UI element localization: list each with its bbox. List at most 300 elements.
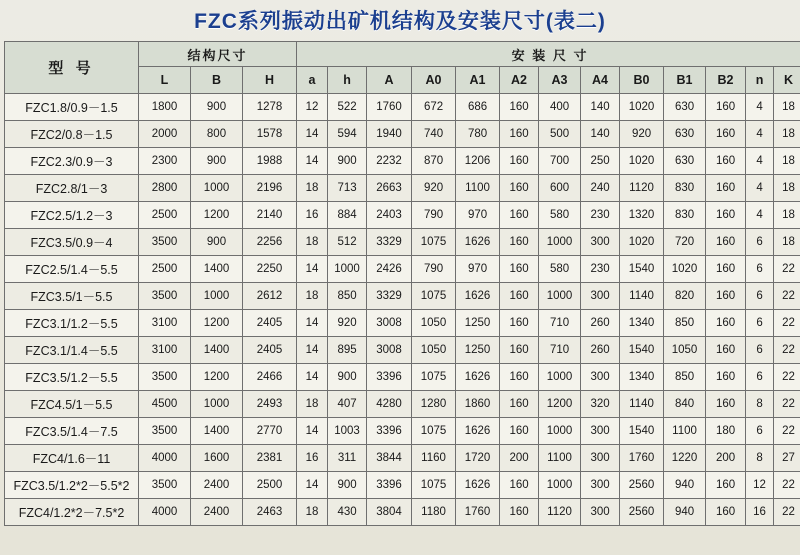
table-row <box>5 94 800 121</box>
cell-B0: 2560 <box>620 472 664 499</box>
table-body <box>5 94 800 526</box>
cell-B2: 160 <box>706 148 746 175</box>
column-header-A0: A0 <box>412 67 456 94</box>
cell-A0: 672 <box>412 94 456 121</box>
cell-B1: 630 <box>664 148 706 175</box>
cell-A1: 1860 <box>456 391 500 418</box>
cell-A2: 160 <box>500 391 539 418</box>
cell-A: 3804 <box>367 499 412 526</box>
cell-H: 2250 <box>243 256 297 283</box>
cell-A3: 710 <box>539 337 581 364</box>
specifications-table <box>4 41 800 526</box>
table-row <box>5 229 800 256</box>
cell-model: FZC4.5/1－5.5 <box>5 391 139 418</box>
cell-K: 22 <box>774 418 800 445</box>
cell-A0: 1160 <box>412 445 456 472</box>
cell-B: 900 <box>191 148 243 175</box>
cell-B: 2400 <box>191 472 243 499</box>
cell-n: 6 <box>746 418 774 445</box>
table-row <box>5 418 800 445</box>
cell-h: 430 <box>328 499 367 526</box>
cell-h: 594 <box>328 121 367 148</box>
cell-B1: 720 <box>664 229 706 256</box>
cell-A2: 160 <box>500 499 539 526</box>
cell-h: 713 <box>328 175 367 202</box>
cell-A2: 160 <box>500 472 539 499</box>
cell-L: 4000 <box>139 445 191 472</box>
cell-a: 16 <box>297 202 328 229</box>
column-header-a: a <box>297 67 328 94</box>
cell-A4: 300 <box>581 364 620 391</box>
cell-model: FZC3.5/1.2*2－5.5*2 <box>5 472 139 499</box>
cell-A3: 500 <box>539 121 581 148</box>
cell-L: 2800 <box>139 175 191 202</box>
cell-A3: 700 <box>539 148 581 175</box>
table-row <box>5 256 800 283</box>
cell-a: 12 <box>297 94 328 121</box>
cell-A2: 160 <box>500 202 539 229</box>
cell-model: FZC4/1.6－11 <box>5 445 139 472</box>
cell-K: 22 <box>774 472 800 499</box>
cell-K: 27 <box>774 445 800 472</box>
cell-A0: 790 <box>412 202 456 229</box>
cell-L: 3500 <box>139 364 191 391</box>
cell-L: 3500 <box>139 229 191 256</box>
cell-K: 22 <box>774 364 800 391</box>
cell-B: 1000 <box>191 391 243 418</box>
cell-h: 900 <box>328 364 367 391</box>
cell-B1: 1100 <box>664 418 706 445</box>
cell-H: 2770 <box>243 418 297 445</box>
cell-B2: 160 <box>706 364 746 391</box>
cell-B1: 940 <box>664 499 706 526</box>
cell-B1: 1220 <box>664 445 706 472</box>
cell-n: 8 <box>746 391 774 418</box>
cell-A0: 740 <box>412 121 456 148</box>
cell-A1: 1626 <box>456 472 500 499</box>
cell-A: 4280 <box>367 391 412 418</box>
cell-A3: 1120 <box>539 499 581 526</box>
cell-A: 3396 <box>367 364 412 391</box>
cell-B1: 830 <box>664 175 706 202</box>
cell-n: 4 <box>746 94 774 121</box>
cell-n: 12 <box>746 472 774 499</box>
cell-A0: 1280 <box>412 391 456 418</box>
cell-A1: 780 <box>456 121 500 148</box>
cell-model: FZC2.5/1.4－5.5 <box>5 256 139 283</box>
column-header-h: h <box>328 67 367 94</box>
cell-K: 18 <box>774 94 800 121</box>
cell-L: 3100 <box>139 337 191 364</box>
cell-A3: 1000 <box>539 472 581 499</box>
cell-B1: 630 <box>664 94 706 121</box>
cell-L: 2500 <box>139 256 191 283</box>
cell-B2: 160 <box>706 391 746 418</box>
cell-B2: 160 <box>706 337 746 364</box>
cell-A0: 1075 <box>412 472 456 499</box>
cell-a: 14 <box>297 472 328 499</box>
cell-model: FZC3.1/1.2－5.5 <box>5 310 139 337</box>
cell-A: 1940 <box>367 121 412 148</box>
column-header-A: A <box>367 67 412 94</box>
cell-K: 22 <box>774 499 800 526</box>
column-header-A3: A3 <box>539 67 581 94</box>
cell-A1: 1100 <box>456 175 500 202</box>
cell-B0: 1540 <box>620 337 664 364</box>
cell-A1: 1626 <box>456 364 500 391</box>
cell-H: 2256 <box>243 229 297 256</box>
cell-B: 900 <box>191 229 243 256</box>
table-row <box>5 499 800 526</box>
cell-a: 18 <box>297 391 328 418</box>
cell-K: 18 <box>774 175 800 202</box>
cell-A4: 250 <box>581 148 620 175</box>
cell-h: 920 <box>328 310 367 337</box>
cell-A: 3396 <box>367 472 412 499</box>
cell-A3: 580 <box>539 202 581 229</box>
table-row <box>5 310 800 337</box>
cell-A4: 140 <box>581 94 620 121</box>
cell-A0: 1180 <box>412 499 456 526</box>
cell-a: 18 <box>297 175 328 202</box>
cell-A: 2232 <box>367 148 412 175</box>
cell-H: 1578 <box>243 121 297 148</box>
cell-model: FZC3.1/1.4－5.5 <box>5 337 139 364</box>
cell-h: 522 <box>328 94 367 121</box>
cell-A1: 1626 <box>456 418 500 445</box>
cell-A4: 320 <box>581 391 620 418</box>
cell-A4: 260 <box>581 310 620 337</box>
table-row <box>5 337 800 364</box>
cell-A0: 1075 <box>412 364 456 391</box>
cell-K: 22 <box>774 391 800 418</box>
cell-B1: 940 <box>664 472 706 499</box>
cell-A4: 300 <box>581 472 620 499</box>
cell-B2: 200 <box>706 445 746 472</box>
cell-h: 900 <box>328 148 367 175</box>
cell-B2: 160 <box>706 499 746 526</box>
cell-B2: 160 <box>706 310 746 337</box>
cell-B: 900 <box>191 94 243 121</box>
cell-A: 2663 <box>367 175 412 202</box>
cell-a: 16 <box>297 445 328 472</box>
cell-H: 2140 <box>243 202 297 229</box>
cell-n: 4 <box>746 148 774 175</box>
cell-B0: 1340 <box>620 310 664 337</box>
cell-n: 6 <box>746 337 774 364</box>
cell-H: 2466 <box>243 364 297 391</box>
column-group-structure: 结构尺寸 <box>139 42 297 67</box>
cell-A2: 160 <box>500 229 539 256</box>
column-header-A4: A4 <box>581 67 620 94</box>
cell-B2: 160 <box>706 229 746 256</box>
cell-A1: 1626 <box>456 283 500 310</box>
cell-A: 1760 <box>367 94 412 121</box>
cell-B: 1400 <box>191 337 243 364</box>
cell-A: 3844 <box>367 445 412 472</box>
cell-K: 18 <box>774 148 800 175</box>
cell-A: 3396 <box>367 418 412 445</box>
cell-B2: 160 <box>706 202 746 229</box>
cell-K: 22 <box>774 283 800 310</box>
table-header <box>5 42 800 94</box>
cell-model: FZC4/1.2*2－7.5*2 <box>5 499 139 526</box>
cell-B: 1200 <box>191 310 243 337</box>
cell-A0: 1075 <box>412 229 456 256</box>
cell-K: 22 <box>774 337 800 364</box>
cell-B1: 840 <box>664 391 706 418</box>
table-row <box>5 202 800 229</box>
cell-n: 6 <box>746 229 774 256</box>
cell-B: 1000 <box>191 175 243 202</box>
cell-h: 900 <box>328 472 367 499</box>
cell-H: 2196 <box>243 175 297 202</box>
cell-A2: 160 <box>500 121 539 148</box>
table-group-header-row <box>5 42 800 67</box>
cell-L: 2500 <box>139 202 191 229</box>
cell-K: 18 <box>774 202 800 229</box>
cell-a: 14 <box>297 337 328 364</box>
cell-model: FZC2.8/1－3 <box>5 175 139 202</box>
cell-A1: 1626 <box>456 229 500 256</box>
cell-B0: 1540 <box>620 418 664 445</box>
cell-A0: 1075 <box>412 283 456 310</box>
cell-A2: 160 <box>500 175 539 202</box>
column-group-installation: 安 装 尺 寸 <box>297 42 800 67</box>
cell-B: 1200 <box>191 364 243 391</box>
cell-L: 4000 <box>139 499 191 526</box>
cell-B1: 1020 <box>664 256 706 283</box>
cell-a: 14 <box>297 148 328 175</box>
table-row <box>5 472 800 499</box>
cell-A2: 200 <box>500 445 539 472</box>
cell-A4: 300 <box>581 418 620 445</box>
cell-h: 895 <box>328 337 367 364</box>
cell-h: 884 <box>328 202 367 229</box>
cell-A4: 240 <box>581 175 620 202</box>
column-header-B2: B2 <box>706 67 746 94</box>
cell-A4: 260 <box>581 337 620 364</box>
cell-B: 1400 <box>191 256 243 283</box>
cell-A3: 1000 <box>539 364 581 391</box>
cell-B2: 160 <box>706 94 746 121</box>
cell-A3: 400 <box>539 94 581 121</box>
cell-B0: 1020 <box>620 148 664 175</box>
cell-H: 1278 <box>243 94 297 121</box>
cell-h: 512 <box>328 229 367 256</box>
cell-B: 1600 <box>191 445 243 472</box>
cell-L: 1800 <box>139 94 191 121</box>
cell-A3: 710 <box>539 310 581 337</box>
cell-H: 2500 <box>243 472 297 499</box>
cell-L: 3500 <box>139 283 191 310</box>
cell-K: 18 <box>774 229 800 256</box>
cell-B1: 830 <box>664 202 706 229</box>
cell-a: 14 <box>297 418 328 445</box>
cell-A4: 300 <box>581 499 620 526</box>
cell-h: 1003 <box>328 418 367 445</box>
cell-A0: 870 <box>412 148 456 175</box>
cell-L: 3500 <box>139 418 191 445</box>
cell-A: 3008 <box>367 310 412 337</box>
cell-model: FZC1.8/0.9－1.5 <box>5 94 139 121</box>
cell-B2: 160 <box>706 283 746 310</box>
cell-L: 4500 <box>139 391 191 418</box>
cell-A1: 1760 <box>456 499 500 526</box>
cell-n: 6 <box>746 364 774 391</box>
cell-h: 407 <box>328 391 367 418</box>
cell-A0: 920 <box>412 175 456 202</box>
table-row <box>5 283 800 310</box>
cell-A3: 600 <box>539 175 581 202</box>
cell-B1: 820 <box>664 283 706 310</box>
cell-B1: 1050 <box>664 337 706 364</box>
cell-n: 6 <box>746 256 774 283</box>
cell-B: 1400 <box>191 418 243 445</box>
cell-A4: 300 <box>581 445 620 472</box>
cell-model: FZC3.5/0.9－4 <box>5 229 139 256</box>
cell-B0: 1540 <box>620 256 664 283</box>
table-row <box>5 445 800 472</box>
column-header-H: H <box>243 67 297 94</box>
cell-A: 3329 <box>367 229 412 256</box>
cell-B2: 160 <box>706 256 746 283</box>
page-title: FZC系列振动出矿机结构及安装尺寸(表二) <box>194 10 606 33</box>
cell-B: 1000 <box>191 283 243 310</box>
cell-B0: 1020 <box>620 229 664 256</box>
cell-A0: 1050 <box>412 337 456 364</box>
cell-K: 18 <box>774 121 800 148</box>
cell-H: 2463 <box>243 499 297 526</box>
cell-a: 18 <box>297 229 328 256</box>
cell-a: 14 <box>297 310 328 337</box>
cell-B0: 1020 <box>620 94 664 121</box>
cell-B0: 1320 <box>620 202 664 229</box>
cell-A2: 160 <box>500 337 539 364</box>
column-header-A1: A1 <box>456 67 500 94</box>
column-header-n: n <box>746 67 774 94</box>
cell-H: 2405 <box>243 310 297 337</box>
column-header-K: K <box>774 67 800 94</box>
cell-A3: 580 <box>539 256 581 283</box>
cell-a: 14 <box>297 121 328 148</box>
cell-A2: 160 <box>500 94 539 121</box>
column-header-B: B <box>191 67 243 94</box>
column-header-A2: A2 <box>500 67 539 94</box>
table-row <box>5 121 800 148</box>
cell-A2: 160 <box>500 283 539 310</box>
cell-B: 800 <box>191 121 243 148</box>
cell-A2: 160 <box>500 364 539 391</box>
cell-H: 1988 <box>243 148 297 175</box>
cell-A1: 686 <box>456 94 500 121</box>
cell-B0: 1340 <box>620 364 664 391</box>
cell-a: 14 <box>297 364 328 391</box>
cell-A4: 230 <box>581 256 620 283</box>
cell-B2: 180 <box>706 418 746 445</box>
cell-n: 4 <box>746 202 774 229</box>
cell-B0: 1760 <box>620 445 664 472</box>
table-row <box>5 175 800 202</box>
cell-L: 2300 <box>139 148 191 175</box>
cell-A1: 1206 <box>456 148 500 175</box>
column-header-model: 型 号 <box>5 42 139 94</box>
cell-B1: 630 <box>664 121 706 148</box>
cell-A4: 300 <box>581 283 620 310</box>
column-header-B1: B1 <box>664 67 706 94</box>
cell-a: 18 <box>297 283 328 310</box>
cell-A1: 1720 <box>456 445 500 472</box>
cell-model: FZC3.5/1－5.5 <box>5 283 139 310</box>
table-row <box>5 148 800 175</box>
cell-B: 1200 <box>191 202 243 229</box>
cell-L: 3100 <box>139 310 191 337</box>
cell-A3: 1000 <box>539 418 581 445</box>
cell-A3: 1100 <box>539 445 581 472</box>
table-row <box>5 364 800 391</box>
cell-H: 2405 <box>243 337 297 364</box>
cell-model: FZC2.3/0.9－3 <box>5 148 139 175</box>
cell-H: 2381 <box>243 445 297 472</box>
cell-L: 3500 <box>139 472 191 499</box>
column-header-L: L <box>139 67 191 94</box>
cell-B0: 1140 <box>620 391 664 418</box>
cell-A2: 160 <box>500 256 539 283</box>
cell-A0: 1075 <box>412 418 456 445</box>
cell-A3: 1000 <box>539 283 581 310</box>
cell-L: 2000 <box>139 121 191 148</box>
cell-A2: 160 <box>500 310 539 337</box>
cell-h: 1000 <box>328 256 367 283</box>
cell-A1: 970 <box>456 256 500 283</box>
cell-A1: 1250 <box>456 310 500 337</box>
cell-A: 2403 <box>367 202 412 229</box>
cell-A: 2426 <box>367 256 412 283</box>
column-header-B0: B0 <box>620 67 664 94</box>
cell-A3: 1200 <box>539 391 581 418</box>
cell-B2: 160 <box>706 121 746 148</box>
cell-H: 2493 <box>243 391 297 418</box>
cell-model: FZC3.5/1.4－7.5 <box>5 418 139 445</box>
cell-n: 16 <box>746 499 774 526</box>
cell-K: 22 <box>774 256 800 283</box>
cell-A: 3329 <box>367 283 412 310</box>
cell-A2: 160 <box>500 148 539 175</box>
cell-A2: 160 <box>500 418 539 445</box>
cell-A: 3008 <box>367 337 412 364</box>
cell-n: 4 <box>746 121 774 148</box>
cell-A0: 790 <box>412 256 456 283</box>
cell-h: 850 <box>328 283 367 310</box>
cell-A4: 140 <box>581 121 620 148</box>
cell-a: 14 <box>297 256 328 283</box>
cell-a: 18 <box>297 499 328 526</box>
cell-B0: 1120 <box>620 175 664 202</box>
cell-n: 8 <box>746 445 774 472</box>
cell-n: 6 <box>746 310 774 337</box>
cell-A1: 1250 <box>456 337 500 364</box>
cell-B1: 850 <box>664 310 706 337</box>
cell-B2: 160 <box>706 472 746 499</box>
cell-B0: 1140 <box>620 283 664 310</box>
table-container <box>0 41 800 526</box>
cell-B1: 850 <box>664 364 706 391</box>
cell-A4: 300 <box>581 229 620 256</box>
cell-A1: 970 <box>456 202 500 229</box>
cell-B0: 2560 <box>620 499 664 526</box>
cell-model: FZC2.5/1.2－3 <box>5 202 139 229</box>
cell-B0: 920 <box>620 121 664 148</box>
